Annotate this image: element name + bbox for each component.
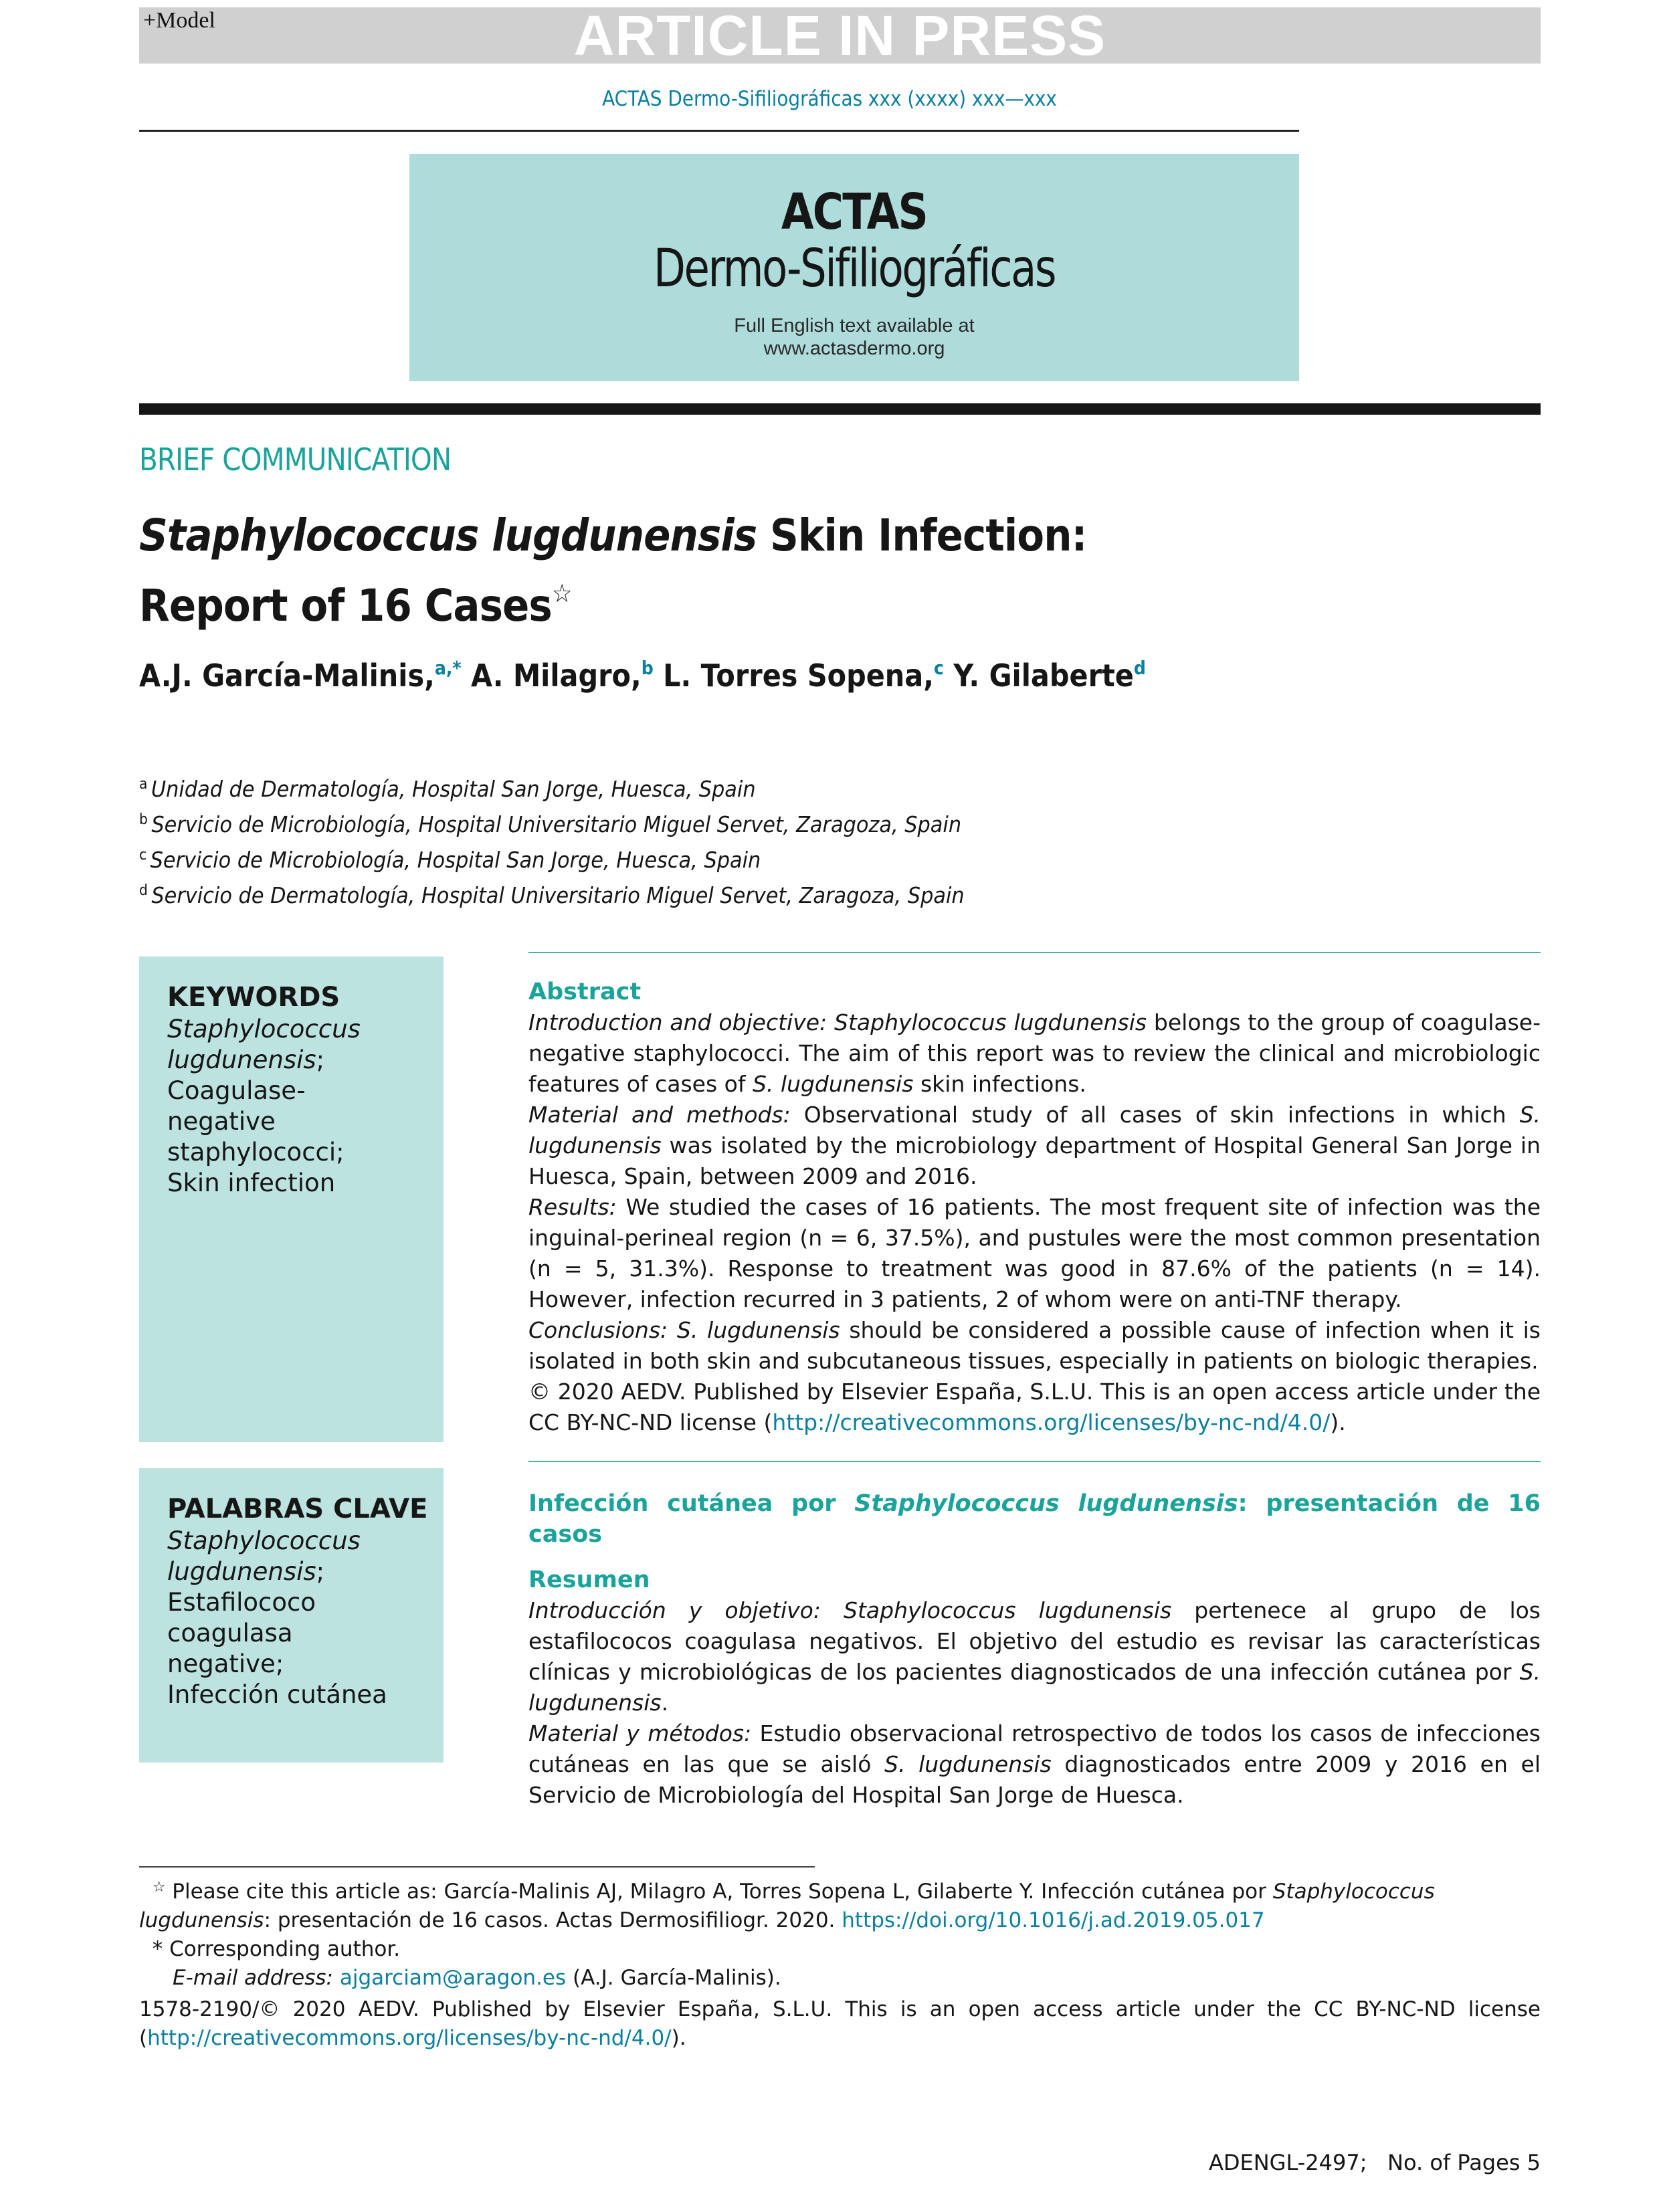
article-status: ARTICLE IN PRESS <box>573 4 1106 67</box>
resumen-intro: Introducción y objetivo: Staphylococcus lugdunensis pertenece al grupo de los estafilococos coagulasa negativos. El objetivo del estudio es revisar las características clínicas y microbiológicas de los pacientes diagnosticados de una infección cutánea por S. lugdunensis. <box>528 1597 1541 1716</box>
abstract-heading: Abstract <box>528 979 642 1005</box>
author-affil-mark[interactable]: c <box>933 657 944 679</box>
keyword-item: Staphylococcus lugdunensis; <box>167 1526 361 1586</box>
keywords-heading: KEYWORDS <box>167 982 340 1013</box>
title-rest: Skin Infection: <box>757 510 1087 561</box>
palabras-clave-box <box>139 1468 444 1763</box>
resumen-heading: Resumen <box>528 1567 650 1593</box>
abstract-divider <box>528 952 1541 953</box>
author-affil-mark[interactable]: b <box>641 657 654 679</box>
author-affil-mark[interactable]: a,* <box>434 657 462 679</box>
title-italic: Staphylococcus lugdunensis <box>139 510 757 561</box>
abstract-results: Results: We studied the cases of 16 patients. The most frequent site of infection was the inguinal-perineal region (n = 6, 37.5%), and pustules were the most common presentation (n = 5, 31.3%). Response to treatment was good in 87.6% of the patients (n = 14). However, infection recurred in 3 patients, 2 of whom were on anti-TNF therapy. <box>528 1194 1541 1312</box>
header-divider <box>139 130 1299 132</box>
footnotes <box>139 1873 1541 1993</box>
logo-title: ACTAS <box>781 183 928 241</box>
keyword-item: Staphylococcus lugdunensis; <box>167 1015 361 1074</box>
affiliation: $^a$ Unidad de Dermatología, Hospital San Jorge, Huesca, Spain <box>139 776 756 802</box>
resumen-methods: Material y métodos: Estudio observacional retrospectivo de todos los casos de infecciones cutáneas en las que se aisló S. lugdunensis diagnosticados entre 2009 y 2016 en el Servicio de Microbiología del Hospital San Jorge de Huesca. <box>528 1720 1541 1808</box>
corresponding-footnote: * Corresponding author. <box>152 1937 401 1961</box>
keyword-item: Skin infection <box>167 1169 336 1197</box>
thick-divider <box>139 403 1541 415</box>
author-name: Y. Gilaberte <box>953 658 1134 694</box>
email-footnote: E-mail address: ajgarciam@aragon.es (A.J. García-Malinis). <box>173 1966 781 1990</box>
issn-copyright: 1578-2190/© 2020 AEDV. Published by Elsevier España, S.L.U. This is an open access article under the CC BY-NC-ND license (http://creativecommons.org/licenses/by-nc-nd/4.0/). <box>139 1997 1541 2050</box>
affiliation: $^c$ Servicio de Microbiología, Hospital San Jorge, Huesca, Spain <box>139 847 761 873</box>
title-line2: Report of 16 Cases <box>139 580 552 631</box>
author-list <box>139 657 1146 694</box>
cite-footnote: ☆ Please cite this article as: García-Malinis AJ, Milagro A, Torres Sopena L, Gilaberte Y. Infección cutánea por Staphylococcus lugdunensis: presentación de 16 casos. Actas Dermosifiliogr. 2020. https://doi.org/10.1016/j.ad.2019.05.017 <box>139 1879 1435 1932</box>
page-info <box>1209 2150 1541 2175</box>
star-icon: ☆ <box>152 1879 166 1896</box>
star-footnote-icon[interactable]: ☆ <box>551 579 572 608</box>
resumen-divider <box>528 1461 1541 1462</box>
logo-note: Full English text available at <box>734 315 975 336</box>
affiliation: $^b$ Servicio de Microbiología, Hospital Universitario Miguel Servet, Zaragoza, Spain <box>139 811 962 837</box>
affiliations <box>139 769 965 911</box>
abstract-conclusions: Conclusions: S. lugdunensis should be considered a possible cause of infection when it is isolated in both skin and subcutaneous tissues, especially in patients on biologic therapies. <box>528 1317 1541 1374</box>
journal-logo <box>409 154 1299 381</box>
email-link[interactable]: ajgarciam@aragon.es <box>339 1966 567 1990</box>
abstract-english <box>528 977 1541 1438</box>
keyword-item: Coagulase-negative staphylococci; <box>167 1076 345 1167</box>
footnote-divider <box>139 1866 815 1868</box>
palabras-clave-heading: PALABRAS CLAVE <box>167 1494 428 1524</box>
author-affil-mark[interactable]: d <box>1133 657 1146 679</box>
spanish-title: Infección cutánea por Staphylococcus lugdunensis: presentación de 16 casos <box>528 1490 1541 1548</box>
article-in-press-banner <box>139 4 1541 67</box>
author-name: L. Torres Sopena, <box>663 658 934 694</box>
keyword-item: Estafilococo coagulasa negative; <box>167 1588 316 1678</box>
logo-url[interactable]: www.actasdermo.org <box>763 338 945 359</box>
model-label: +Model <box>143 8 215 33</box>
article-id: ADENGL-2497; <box>1208 2150 1367 2175</box>
author-name: A.J. García-Malinis, <box>139 658 435 694</box>
page-count: No. of Pages 5 <box>1387 2150 1541 2175</box>
article-title <box>139 507 1086 635</box>
asterisk-icon: * <box>152 1937 163 1961</box>
abstract-spanish <box>528 1488 1541 1811</box>
keywords-box <box>139 957 444 1442</box>
license-link[interactable]: http://creativecommons.org/licenses/by-nc-nd/4.0/ <box>772 1409 1331 1435</box>
doi-link[interactable]: https://doi.org/10.1016/j.ad.2019.05.017 <box>842 1908 1265 1932</box>
issn-license-link[interactable]: http://creativecommons.org/licenses/by-nc-nd/4.0/ <box>147 2026 672 2050</box>
keyword-item: Infección cutánea <box>167 1680 387 1709</box>
article-type: BRIEF COMMUNICATION <box>139 441 452 478</box>
logo-subtitle: Dermo-Sifiliográficas <box>653 239 1056 299</box>
abstract-copyright: © 2020 AEDV. Published by Elsevier España, S.L.U. This is an open access article under the CC BY-NC-ND license (http://creativecommons.org/licenses/by-nc-nd/4.0/). <box>528 1379 1541 1435</box>
journal-citation-line[interactable]: ACTAS Dermo-Sifiliográficas xxx (xxxx) xxx—xxx <box>602 87 1057 111</box>
abstract-intro: Introduction and objective: Staphylococcus lugdunensis belongs to the group of coagulase-negative staphylococci. The aim of this report was to review the clinical and microbiologic features of cases of S. lugdunensis skin infections. <box>528 1009 1541 1097</box>
author-name: A. Milagro, <box>470 658 642 694</box>
abstract-methods: Material and methods: Observational study of all cases of skin infections in which S. lugdunensis was isolated by the microbiology department of Hospital General San Jorge in Huesca, Spain, between 2009 and 2016. <box>528 1102 1541 1189</box>
affiliation: $^d$ Servicio de Dermatología, Hospital Universitario Miguel Servet, Zaragoza, Spain <box>139 882 965 908</box>
